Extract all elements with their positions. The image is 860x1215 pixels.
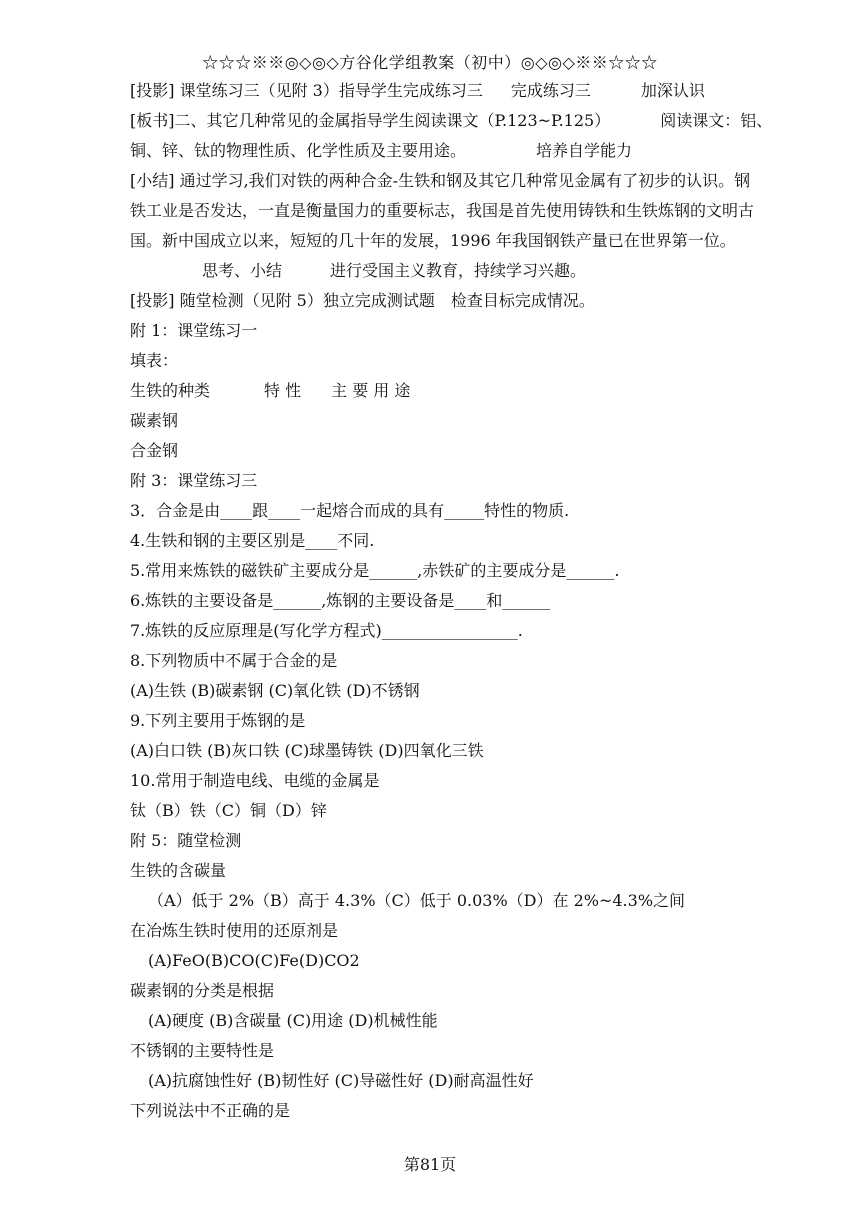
- text-line: [130, 76, 820, 106]
- options-line: [130, 946, 820, 976]
- question-line: [130, 526, 820, 556]
- options-line: [130, 1066, 820, 1096]
- line-text: 7.炼铁的反应原理是(写化学方程式)_________________.: [130, 621, 523, 640]
- question-line: [130, 706, 820, 736]
- line-text: 不锈钢的主要特性是: [130, 1041, 275, 1060]
- question-line: [130, 1096, 820, 1126]
- page-number: 第81页: [403, 1155, 457, 1174]
- text-line: [130, 436, 820, 466]
- line-text: 思考、小结: [202, 261, 283, 280]
- text-line: [130, 136, 820, 166]
- document-body: [130, 76, 820, 1126]
- text-line: [130, 106, 820, 136]
- table-col-property: 特 性: [264, 381, 302, 400]
- line-text: 9.下列主要用于炼钢的是: [130, 711, 306, 730]
- line-text: 8.下列物质中不属于合金的是: [130, 651, 338, 670]
- line-text: 铁工业是否发达，一直是衡量国力的重要标志，我国是首先使用铸铁和生铁炼钢的文明古: [130, 201, 755, 220]
- options-line: [130, 676, 820, 706]
- text-line: [130, 466, 820, 496]
- line-text-col2: 完成练习三: [510, 81, 591, 100]
- line-text: 6.炼铁的主要设备是______,炼钢的主要设备是____和______: [130, 591, 551, 610]
- line-text: (A)生铁 (B)碳素钢 (C)氧化铁 (D)不锈钢: [130, 681, 420, 700]
- line-text: [投影] 随堂检测（见附 5）独立完成测试题: [130, 291, 435, 310]
- table-col-type: 生铁的种类: [130, 381, 211, 400]
- line-text: 附 5：随堂检测: [130, 831, 242, 850]
- line-text: 下列说法中不正确的是: [130, 1101, 291, 1120]
- line-text: 3．合金是由____跟____一起熔合而成的具有_____特性的物质.: [130, 501, 570, 520]
- text-line: [130, 406, 820, 436]
- table-header-line: [130, 376, 820, 406]
- line-text: 4.生铁和钢的主要区别是____不同.: [130, 531, 375, 550]
- text-line: [130, 286, 820, 316]
- question-line: [130, 1036, 820, 1066]
- line-text-col2: 进行受国主义教育，持续学习兴趣。: [330, 261, 587, 280]
- line-text: 10.常用于制造电线、电缆的金属是: [130, 771, 380, 790]
- question-line: [130, 916, 820, 946]
- line-text: (A)FeO(B)CO(C)Fe(D)CO2: [148, 951, 360, 970]
- line-text: （A）低于 2%（B）高于 4.3%（C）低于 0.03%（D）在 2%~4.3%之间: [148, 891, 686, 910]
- question-line: [130, 496, 820, 526]
- line-text: 附 3：课堂练习三: [130, 471, 258, 490]
- line-text-col2: 培养自学能力: [536, 141, 633, 160]
- question-line: [130, 766, 820, 796]
- options-line: [130, 796, 820, 826]
- question-line: [130, 646, 820, 676]
- line-text: 碳素钢的分类是根据: [130, 981, 275, 1000]
- line-text: 国。新中国成立以来，短短的几十年的发展，1996 年我国钢铁产量已在世界第一位。: [130, 231, 736, 250]
- line-text: 在冶炼生铁时使用的还原剂是: [130, 921, 339, 940]
- line-text: 碳素钢: [130, 411, 179, 430]
- options-line: [130, 1006, 820, 1036]
- text-line: [130, 346, 820, 376]
- text-line: [130, 226, 820, 256]
- question-line: [130, 586, 820, 616]
- question-line: [130, 556, 820, 586]
- table-col-usage: 主 要 用 途: [331, 381, 411, 400]
- text-line: [130, 256, 820, 286]
- text-line: [130, 166, 820, 196]
- line-text: 合金钢: [130, 441, 179, 460]
- line-text: (A)白口铁 (B)灰口铁 (C)球墨铸铁 (D)四氧化三铁: [130, 741, 484, 760]
- line-text: [投影] 课堂练习三（见附 3）指导学生完成练习三: [130, 81, 483, 100]
- text-line: [130, 316, 820, 346]
- question-line: [130, 976, 820, 1006]
- question-line: [130, 856, 820, 886]
- line-text: [小结] 通过学习,我们对铁的两种合金-生铁和钢及其它几种常见金属有了初步的认识。钢: [130, 171, 751, 190]
- question-line: [130, 616, 820, 646]
- page-header: ☆☆☆※※◎◇◎◇方谷化学组教案（初中）◎◇◎◇※※☆☆☆: [202, 53, 658, 72]
- text-line: [130, 196, 820, 226]
- line-text: 填表：: [130, 351, 179, 370]
- line-text: 5.常用来炼铁的磁铁矿主要成分是______,赤铁矿的主要成分是______.: [130, 561, 620, 580]
- line-text: 附 1：课堂练习一: [130, 321, 258, 340]
- line-text: (A)抗腐蚀性好 (B)韧性好 (C)导磁性好 (D)耐高温性好: [148, 1071, 534, 1090]
- line-text: 钛（B）铁（C）铜（D）锌: [130, 801, 327, 820]
- line-text-col3: 加深认识: [640, 81, 705, 100]
- line-text: 生铁的含碳量: [130, 861, 227, 880]
- options-line: [130, 736, 820, 766]
- line-text: [板书]二、其它几种常见的金属指导学生阅读课文（P.123~P.125）: [130, 111, 611, 130]
- line-text-col2: 阅读课文：铝、: [660, 111, 773, 130]
- text-line: [130, 826, 820, 856]
- line-text: (A)硬度 (B)含碳量 (C)用途 (D)机械性能: [148, 1011, 438, 1030]
- line-text-col2: 检查目标完成情况。: [450, 291, 595, 310]
- options-line: [130, 886, 820, 916]
- line-text: 铜、锌、钛的物理性质、化学性质及主要用途。: [130, 141, 467, 160]
